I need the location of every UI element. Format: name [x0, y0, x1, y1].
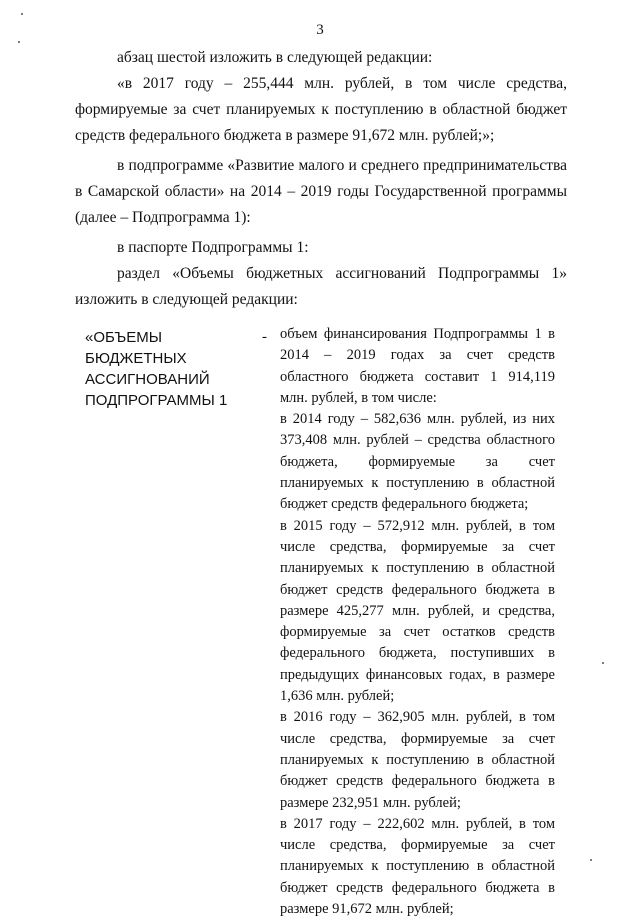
paragraph-5: раздел «Объемы бюджетных ассигнований Подпрограммы 1» изложить в следующей редакции:: [75, 265, 567, 308]
label-line: ПОДПРОГРАММЫ 1: [85, 392, 228, 409]
budget-section-content: [280, 324, 555, 920]
label-line: АССИГНОВАНИЙ: [85, 371, 210, 388]
scan-speck: [18, 41, 20, 43]
budget-section-label: [85, 327, 255, 411]
scan-speck: [590, 859, 592, 861]
funding-item-2016: в 2016 году – 362,905 млн. рублей, в том числе средства, формируемые за счет планируемых к поступлению в областной бюджет средств федерального бюджета в размере 232,951 млн. рублей;: [280, 709, 555, 811]
paragraph-1: абзац шестой изложить в следующей редакции:: [117, 49, 433, 66]
funding-item-total: объем финансирования Подпрограммы 1 в 2014 – 2019 годах за счет средств областного бюджета составит 1 914,119 млн. рублей, в том числе:: [280, 326, 555, 406]
paragraph-4: в паспорте Подпрограммы 1:: [117, 239, 309, 256]
separator-dash: -: [262, 329, 267, 345]
paragraph-3: в подпрограмме «Развитие малого и среднего предпринимательства в Самарской области» на 2014 – 2019 годы Государственной программы (далее – Подпрограмма 1):: [75, 157, 567, 226]
page-number: 3: [316, 22, 324, 38]
label-line: БЮДЖЕТНЫХ: [85, 350, 187, 367]
funding-item-2017: в 2017 году – 222,602 млн. рублей, в том числе средства, формируемые за счет планируемых к поступлению в областной бюджет средств федерального бюджета в размере 91,672 млн. рублей;: [280, 815, 555, 918]
scan-speck: [21, 13, 23, 15]
paragraph-2: «в 2017 году – 255,444 млн. рублей, в том числе средства, формируемые за счет планируемых к поступлению в областной бюджет средств федерального бюджета в размере 91,672 млн. рублей;»;: [75, 75, 567, 144]
scan-speck: [602, 662, 604, 664]
funding-item-2014: в 2014 году – 582,636 млн. рублей, из них 373,408 млн. рублей – средства областного бюджета, формируемые за счет планируемых к поступлению в областной бюджет средств федерального бюджета;: [280, 411, 555, 513]
label-line: «ОБЪЕМЫ: [85, 329, 163, 346]
funding-item-2015: в 2015 году – 572,912 млн. рублей, в том числе средства, формируемые за счет планируемых к поступлению в областной бюджет средств федерального бюджета в размере 425,277 млн. рублей, и средства, формируемые за счет остатков средств федерального бюджета, поступивших в предыдущих финансовых годах, в размере 1,636 млн. рублей;: [280, 517, 555, 705]
